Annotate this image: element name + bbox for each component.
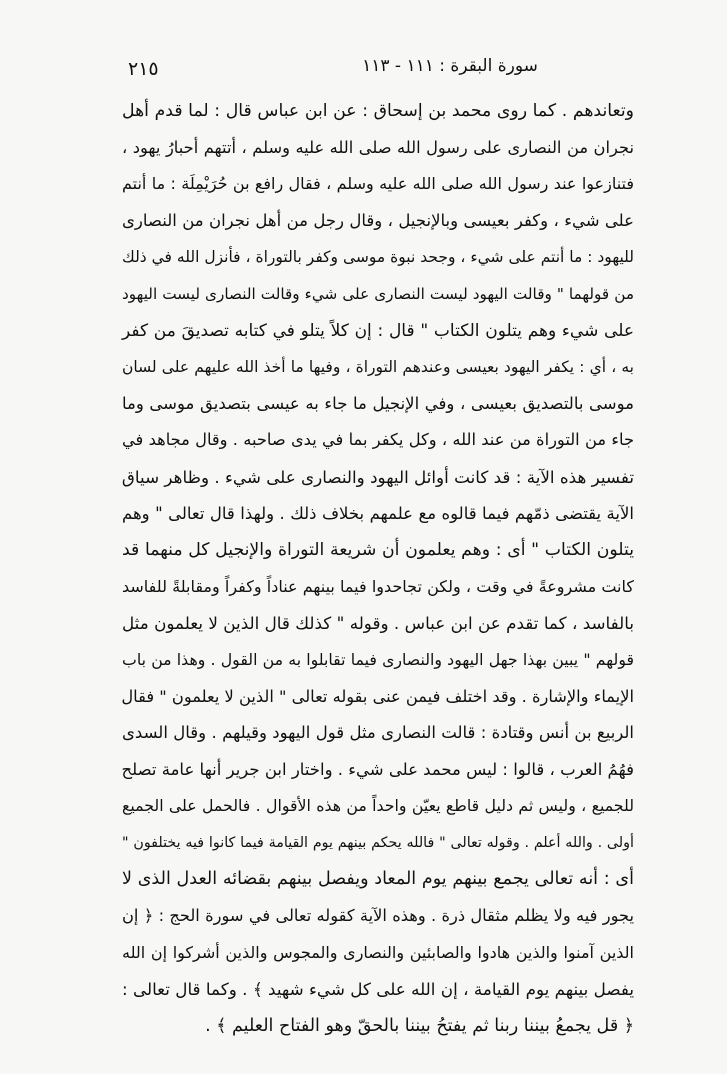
text-line: أى : أنه تعالى يجمع بينهم يوم المعاد ويفصل بينهم بقضائه العدل الذى لا bbox=[122, 869, 634, 890]
text-line: ﴿ قل يجمعُ بيننا ربنا ثم يفتحُ بيننا بالحقّ وهو الفتاح العليم ﴾ . bbox=[205, 1015, 634, 1036]
text-line: نجران من النصارى على رسول الله صلى الله عليه وسلم ، أتتهم أحبارُ يهود ، bbox=[122, 137, 634, 157]
text-line: لليهود : ما أنتم على شيء ، وجحد نبوة موسى وكفر بالتوراة ، فأنزل الله في ذلك bbox=[122, 248, 634, 267]
text-line: جاء من التوراة من عند الله ، وكل يكفر بما في يدى صاحبه . وقال مجاهد في bbox=[122, 430, 634, 450]
text-line: فهُمُ العرب ، قالوا : ليس محمد على شيء . واختار ابن جرير أنها عامة تصلح bbox=[121, 759, 634, 779]
text-line: أولى . والله أعلم . وقوله تعالى " فالله يحكم بينهم يوم القيامة فيما كانوا فيه يختلفون " bbox=[122, 834, 634, 851]
page-number: ٢١٥ bbox=[128, 58, 159, 80]
text-line: على شيء وهم يتلون الكتاب " قال : إن كلاً يتلو في كتابه تصديقَ من كفر bbox=[122, 320, 634, 341]
text-line: يجور فيه ولا يظلم مثقال ذرة . وهذه الآية كقوله تعالى في سورة الحج : ﴿ إن bbox=[122, 906, 634, 926]
text-line: على شيء ، وكفر بعيسى وبالإنجيل ، وقال رجل من أهل نجران من النصارى bbox=[122, 210, 634, 230]
text-line: بالفاسد ، كما تقدم عن ابن عباس . وقوله " كذلك قال الذين لا يعلمون مثل bbox=[122, 613, 634, 634]
text-line: الربيع بن أنس وقتادة : قالت النصارى مثل قول اليهود وقيلهم . وقال السدى bbox=[122, 723, 634, 743]
text-line: يفصل بينهم يوم القيامة ، إن الله على كل شيء شهيد ﴾ . وكما قال تعالى : bbox=[122, 979, 634, 1000]
text-line: الإيماء والإشارة . وقد اختلف فيمن عنى بقوله تعالى " الذين لا يعلمون " فقال bbox=[121, 686, 634, 706]
text-line: الآية يقتضى ذمّهم فيما قالوه مع علمهم بخلاف ذلك . ولهذا قال تعالى " وهم bbox=[122, 503, 634, 523]
text-line: كانت مشروعةً في وقت ، ولكن تجاحدوا فيما بينهم عناداً وكفراً ومقابلةً للفاسد bbox=[122, 576, 634, 596]
running-header: سورة البقرة : ١١١ - ١١٣ bbox=[362, 56, 538, 76]
text-line: الذين آمنوا والذين هادوا والصابئين والنصارى والمجوس والذين أشركوا إن الله bbox=[122, 942, 634, 962]
text-line: قولهم " يبين بهذا جهل اليهود والنصارى فيما تقابلوا به من القول . وهذا من باب bbox=[122, 649, 634, 669]
text-line: وتعاندهم . كما روى محمد بن إسحاق : عن ابن عباس قال : لما قدم أهل bbox=[122, 101, 634, 121]
text-line: به ، أي : يكفر اليهود بعيسى وعندهم التوراة ، وفيها ما أخذ الله عليهم على لسان bbox=[122, 358, 634, 377]
body-text bbox=[122, 93, 634, 1044]
text-line: للجميع ، وليس ثم دليل قاطع يعيّن واحداً من هذه الأقوال . فالحمل على الجميع bbox=[122, 796, 634, 816]
text-line: موسى بالتصديق بعيسى ، وفي الإنجيل ما جاء به عيسى بتصديق موسى وما bbox=[122, 393, 634, 413]
text-line: فتنازعوا عند رسول الله صلى الله عليه وسلم ، فقال رافع بن حُرَيْمِلَة : ما أنتم bbox=[122, 174, 634, 194]
text-line: تفسير هذه الآية : قد كانت أوائل اليهود والنصارى على شيء . وظاهر سياق bbox=[121, 466, 634, 487]
text-line: يتلون الكتاب " أى : وهم يعلمون أن شريعة التوراة والإنجيل كل منهما قد bbox=[122, 540, 634, 561]
text-line: من قولهما " وقالت اليهود ليست النصارى على شيء وقالت النصارى ليست اليهود bbox=[122, 284, 634, 303]
